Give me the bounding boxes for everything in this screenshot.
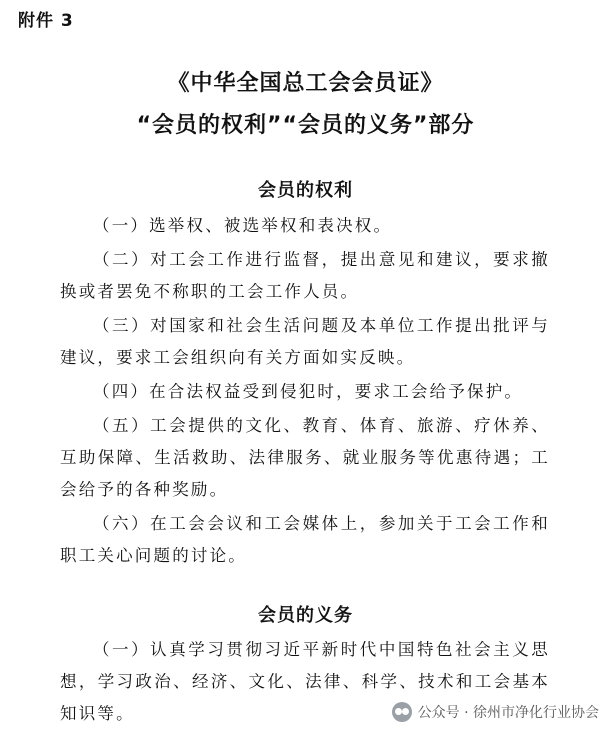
document-title: 《中华全国总工会会员证》 bbox=[167, 71, 444, 96]
rights-heading: 会员的权利 bbox=[258, 180, 353, 201]
rights-item-2: （二）对工会工作进行监督，提出意见和建议，要求撤换或者罢免不称职的工会工作人员。 bbox=[60, 250, 550, 301]
rights-item-5: （五）工会提供的文化、教育、体育、旅游、疗休养、互助保障、生活救助、法律服务、就业服务等优惠待遇；工会给予的各种奖励。 bbox=[60, 416, 550, 499]
attachment-label: 附件 3 bbox=[18, 11, 74, 31]
rights-item-6: （六）在工会会议和工会媒体上，参加关于工会工作和职工关心问题的讨论。 bbox=[60, 514, 550, 565]
rights-item-1: （一）选举权、被选举权和表决权。 bbox=[93, 216, 393, 235]
watermark bbox=[392, 702, 599, 722]
duties-heading: 会员的义务 bbox=[258, 605, 353, 626]
duties-item-1: （一）认真学习贯彻习近平新时代中国特色社会主义思想，学习政治、经济、文化、法律、科学、技术和工会基本知识等。 bbox=[60, 640, 550, 723]
rights-item-3: （三）对国家和社会生活问题及本单位工作提出批评与建议，要求工会组织向有关方面如实反映。 bbox=[60, 316, 550, 367]
wechat-icon bbox=[392, 702, 412, 722]
rights-item-4: （四）在合法权益受到侵犯时，要求工会给予保护。 bbox=[93, 382, 524, 401]
document-subtitle: “会员的权利”“会员的义务”部分 bbox=[136, 113, 475, 138]
rights-list bbox=[60, 210, 550, 574]
watermark-text: 公众号 · 徐州市净化行业协会 bbox=[417, 705, 599, 721]
